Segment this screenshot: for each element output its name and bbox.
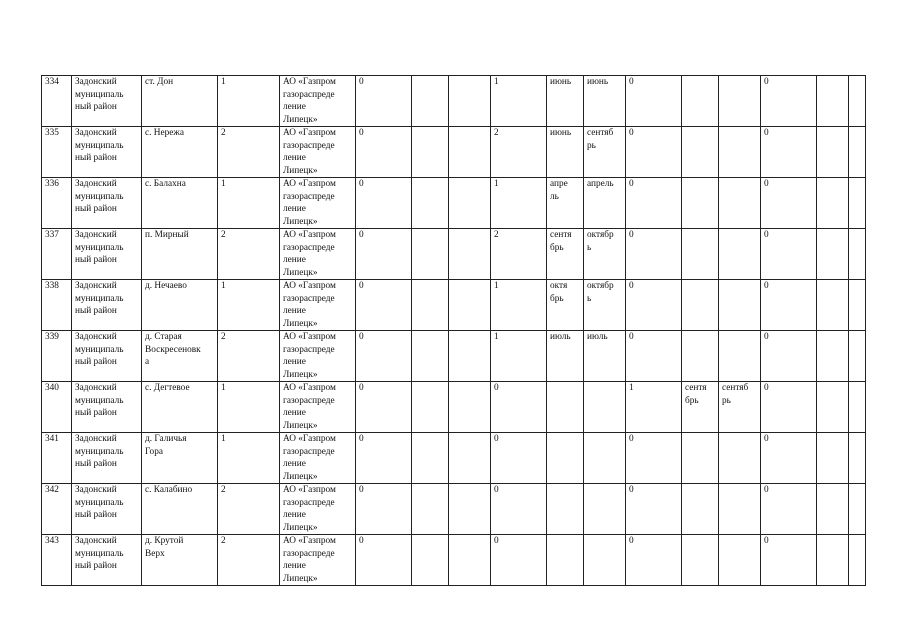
row-number-cell: 337 <box>42 229 72 280</box>
value-cell <box>849 433 866 484</box>
row-number-cell: 335 <box>42 127 72 178</box>
value-cell <box>412 127 449 178</box>
value-cell: 0 <box>761 178 817 229</box>
count-cell: 1 <box>218 76 280 127</box>
value-cell <box>449 229 491 280</box>
value-cell: 0 <box>356 229 412 280</box>
count-cell: 2 <box>218 484 280 535</box>
settlement-cell: с. Дегтевое <box>142 382 218 433</box>
gasification-table <box>41 75 866 586</box>
row-number-cell: 343 <box>42 535 72 586</box>
value-cell: 0 <box>626 280 682 331</box>
value-cell <box>412 178 449 229</box>
month-end-cell <box>584 433 626 484</box>
value-cell: 0 <box>626 433 682 484</box>
value-cell <box>412 535 449 586</box>
settlement-cell: с. Балахна <box>142 178 218 229</box>
value-cell: 0 <box>356 382 412 433</box>
month-end-cell <box>719 76 761 127</box>
value-cell: 0 <box>356 433 412 484</box>
row-number-cell: 341 <box>42 433 72 484</box>
district-cell: Задонский муниципаль ный район <box>72 127 142 178</box>
value-cell: 0 <box>356 127 412 178</box>
row-number-cell: 339 <box>42 331 72 382</box>
month-start-cell <box>682 331 719 382</box>
value-cell: 0 <box>626 535 682 586</box>
value-cell <box>412 382 449 433</box>
value-cell <box>817 484 849 535</box>
organization-cell: АО «Газпром газораспреде ление Липецк» <box>280 178 356 229</box>
month-start-cell: июль <box>547 331 584 382</box>
value-cell: 1 <box>491 280 547 331</box>
count-cell: 1 <box>218 178 280 229</box>
value-cell: 1 <box>626 382 682 433</box>
month-end-cell <box>719 433 761 484</box>
value-cell: 0 <box>491 484 547 535</box>
month-end-cell <box>719 331 761 382</box>
value-cell <box>849 127 866 178</box>
month-start-cell <box>547 535 584 586</box>
table-row <box>42 229 866 280</box>
table-row <box>42 331 866 382</box>
value-cell <box>849 178 866 229</box>
row-number-cell: 340 <box>42 382 72 433</box>
value-cell: 0 <box>626 331 682 382</box>
value-cell <box>449 331 491 382</box>
value-cell <box>817 280 849 331</box>
value-cell: 0 <box>356 280 412 331</box>
district-cell: Задонский муниципаль ный район <box>72 178 142 229</box>
month-start-cell: сентя брь <box>547 229 584 280</box>
table-row <box>42 382 866 433</box>
value-cell <box>449 76 491 127</box>
district-cell: Задонский муниципаль ный район <box>72 76 142 127</box>
district-cell: Задонский муниципаль ный район <box>72 229 142 280</box>
table-row <box>42 76 866 127</box>
month-end-cell: июнь <box>584 76 626 127</box>
value-cell: 0 <box>491 535 547 586</box>
organization-cell: АО «Газпром газораспреде ление Липецк» <box>280 229 356 280</box>
value-cell <box>412 280 449 331</box>
value-cell: 0 <box>626 484 682 535</box>
value-cell <box>817 229 849 280</box>
month-start-cell: октя брь <box>547 280 584 331</box>
month-end-cell <box>719 280 761 331</box>
month-end-cell <box>719 484 761 535</box>
organization-cell: АО «Газпром газораспреде ление Липецк» <box>280 331 356 382</box>
settlement-cell: д. Старая Воскресеновк а <box>142 331 218 382</box>
month-start-cell: апре ль <box>547 178 584 229</box>
district-cell: Задонский муниципаль ный район <box>72 280 142 331</box>
value-cell: 0 <box>626 178 682 229</box>
value-cell <box>817 76 849 127</box>
value-cell: 1 <box>491 178 547 229</box>
organization-cell: АО «Газпром газораспреде ление Липецк» <box>280 382 356 433</box>
settlement-cell: с. Нережа <box>142 127 218 178</box>
table-row <box>42 127 866 178</box>
settlement-cell: с. Калабино <box>142 484 218 535</box>
district-cell: Задонский муниципаль ный район <box>72 484 142 535</box>
organization-cell: АО «Газпром газораспреде ление Липецк» <box>280 433 356 484</box>
month-end-cell: апрель <box>584 178 626 229</box>
value-cell <box>449 484 491 535</box>
month-end-cell <box>719 229 761 280</box>
month-end-cell: сентяб рь <box>719 382 761 433</box>
value-cell: 2 <box>491 127 547 178</box>
value-cell <box>817 331 849 382</box>
month-start-cell <box>682 229 719 280</box>
settlement-cell: ст. Дон <box>142 76 218 127</box>
organization-cell: АО «Газпром газораспреде ление Липецк» <box>280 76 356 127</box>
value-cell <box>449 382 491 433</box>
month-start-cell <box>682 178 719 229</box>
month-start-cell <box>547 433 584 484</box>
value-cell: 0 <box>761 535 817 586</box>
value-cell: 0 <box>761 127 817 178</box>
row-number-cell: 336 <box>42 178 72 229</box>
value-cell: 0 <box>356 76 412 127</box>
month-end-cell: сентяб рь <box>584 127 626 178</box>
count-cell: 2 <box>218 331 280 382</box>
table-row <box>42 535 866 586</box>
table-row <box>42 484 866 535</box>
value-cell: 1 <box>491 76 547 127</box>
value-cell <box>849 535 866 586</box>
row-number-cell: 334 <box>42 76 72 127</box>
value-cell <box>449 535 491 586</box>
count-cell: 1 <box>218 382 280 433</box>
value-cell: 0 <box>761 76 817 127</box>
value-cell <box>412 331 449 382</box>
settlement-cell: д. Крутой Верх <box>142 535 218 586</box>
month-end-cell: октябр ь <box>584 229 626 280</box>
row-number-cell: 338 <box>42 280 72 331</box>
value-cell <box>817 382 849 433</box>
value-cell <box>817 127 849 178</box>
month-end-cell <box>719 535 761 586</box>
value-cell: 2 <box>491 229 547 280</box>
month-end-cell <box>584 535 626 586</box>
table-row <box>42 280 866 331</box>
value-cell: 0 <box>761 433 817 484</box>
organization-cell: АО «Газпром газораспреде ление Липецк» <box>280 484 356 535</box>
organization-cell: АО «Газпром газораспреде ление Липецк» <box>280 280 356 331</box>
month-start-cell: июнь <box>547 127 584 178</box>
month-start-cell <box>682 280 719 331</box>
month-start-cell <box>682 535 719 586</box>
month-start-cell: июнь <box>547 76 584 127</box>
value-cell: 0 <box>356 484 412 535</box>
district-cell: Задонский муниципаль ный район <box>72 433 142 484</box>
month-end-cell <box>584 484 626 535</box>
month-start-cell <box>682 433 719 484</box>
district-cell: Задонский муниципаль ный район <box>72 382 142 433</box>
count-cell: 2 <box>218 535 280 586</box>
settlement-cell: д. Нечаево <box>142 280 218 331</box>
month-start-cell <box>682 127 719 178</box>
month-start-cell <box>547 484 584 535</box>
district-cell: Задонский муниципаль ный район <box>72 331 142 382</box>
value-cell: 0 <box>356 331 412 382</box>
organization-cell: АО «Газпром газораспреде ление Липецк» <box>280 127 356 178</box>
value-cell: 0 <box>761 229 817 280</box>
value-cell <box>849 331 866 382</box>
table-row <box>42 433 866 484</box>
count-cell: 1 <box>218 433 280 484</box>
value-cell: 0 <box>626 229 682 280</box>
value-cell: 0 <box>761 331 817 382</box>
value-cell: 0 <box>626 76 682 127</box>
value-cell <box>412 484 449 535</box>
value-cell <box>817 535 849 586</box>
count-cell: 1 <box>218 280 280 331</box>
settlement-cell: д. Галичья Гора <box>142 433 218 484</box>
value-cell <box>817 178 849 229</box>
value-cell <box>849 280 866 331</box>
month-end-cell <box>719 178 761 229</box>
month-start-cell: сентя брь <box>682 382 719 433</box>
value-cell <box>412 229 449 280</box>
value-cell: 0 <box>761 382 817 433</box>
table-body <box>42 76 866 586</box>
month-end-cell: октябр ь <box>584 280 626 331</box>
month-start-cell <box>682 484 719 535</box>
value-cell <box>449 280 491 331</box>
value-cell <box>449 178 491 229</box>
table-row <box>42 178 866 229</box>
row-number-cell: 342 <box>42 484 72 535</box>
settlement-cell: п. Мирный <box>142 229 218 280</box>
month-end-cell: июль <box>584 331 626 382</box>
value-cell <box>849 484 866 535</box>
value-cell: 0 <box>491 433 547 484</box>
value-cell: 0 <box>626 127 682 178</box>
month-start-cell <box>682 76 719 127</box>
value-cell <box>849 229 866 280</box>
value-cell <box>849 76 866 127</box>
count-cell: 2 <box>218 127 280 178</box>
value-cell: 0 <box>761 280 817 331</box>
month-end-cell <box>584 382 626 433</box>
value-cell: 0 <box>491 382 547 433</box>
value-cell: 0 <box>356 535 412 586</box>
value-cell <box>449 127 491 178</box>
month-end-cell <box>719 127 761 178</box>
value-cell <box>449 433 491 484</box>
value-cell <box>412 433 449 484</box>
value-cell <box>412 76 449 127</box>
value-cell: 0 <box>356 178 412 229</box>
value-cell: 0 <box>761 484 817 535</box>
value-cell: 1 <box>491 331 547 382</box>
value-cell <box>849 382 866 433</box>
value-cell <box>817 433 849 484</box>
district-cell: Задонский муниципаль ный район <box>72 535 142 586</box>
count-cell: 2 <box>218 229 280 280</box>
organization-cell: АО «Газпром газораспреде ление Липецк» <box>280 535 356 586</box>
month-start-cell <box>547 382 584 433</box>
